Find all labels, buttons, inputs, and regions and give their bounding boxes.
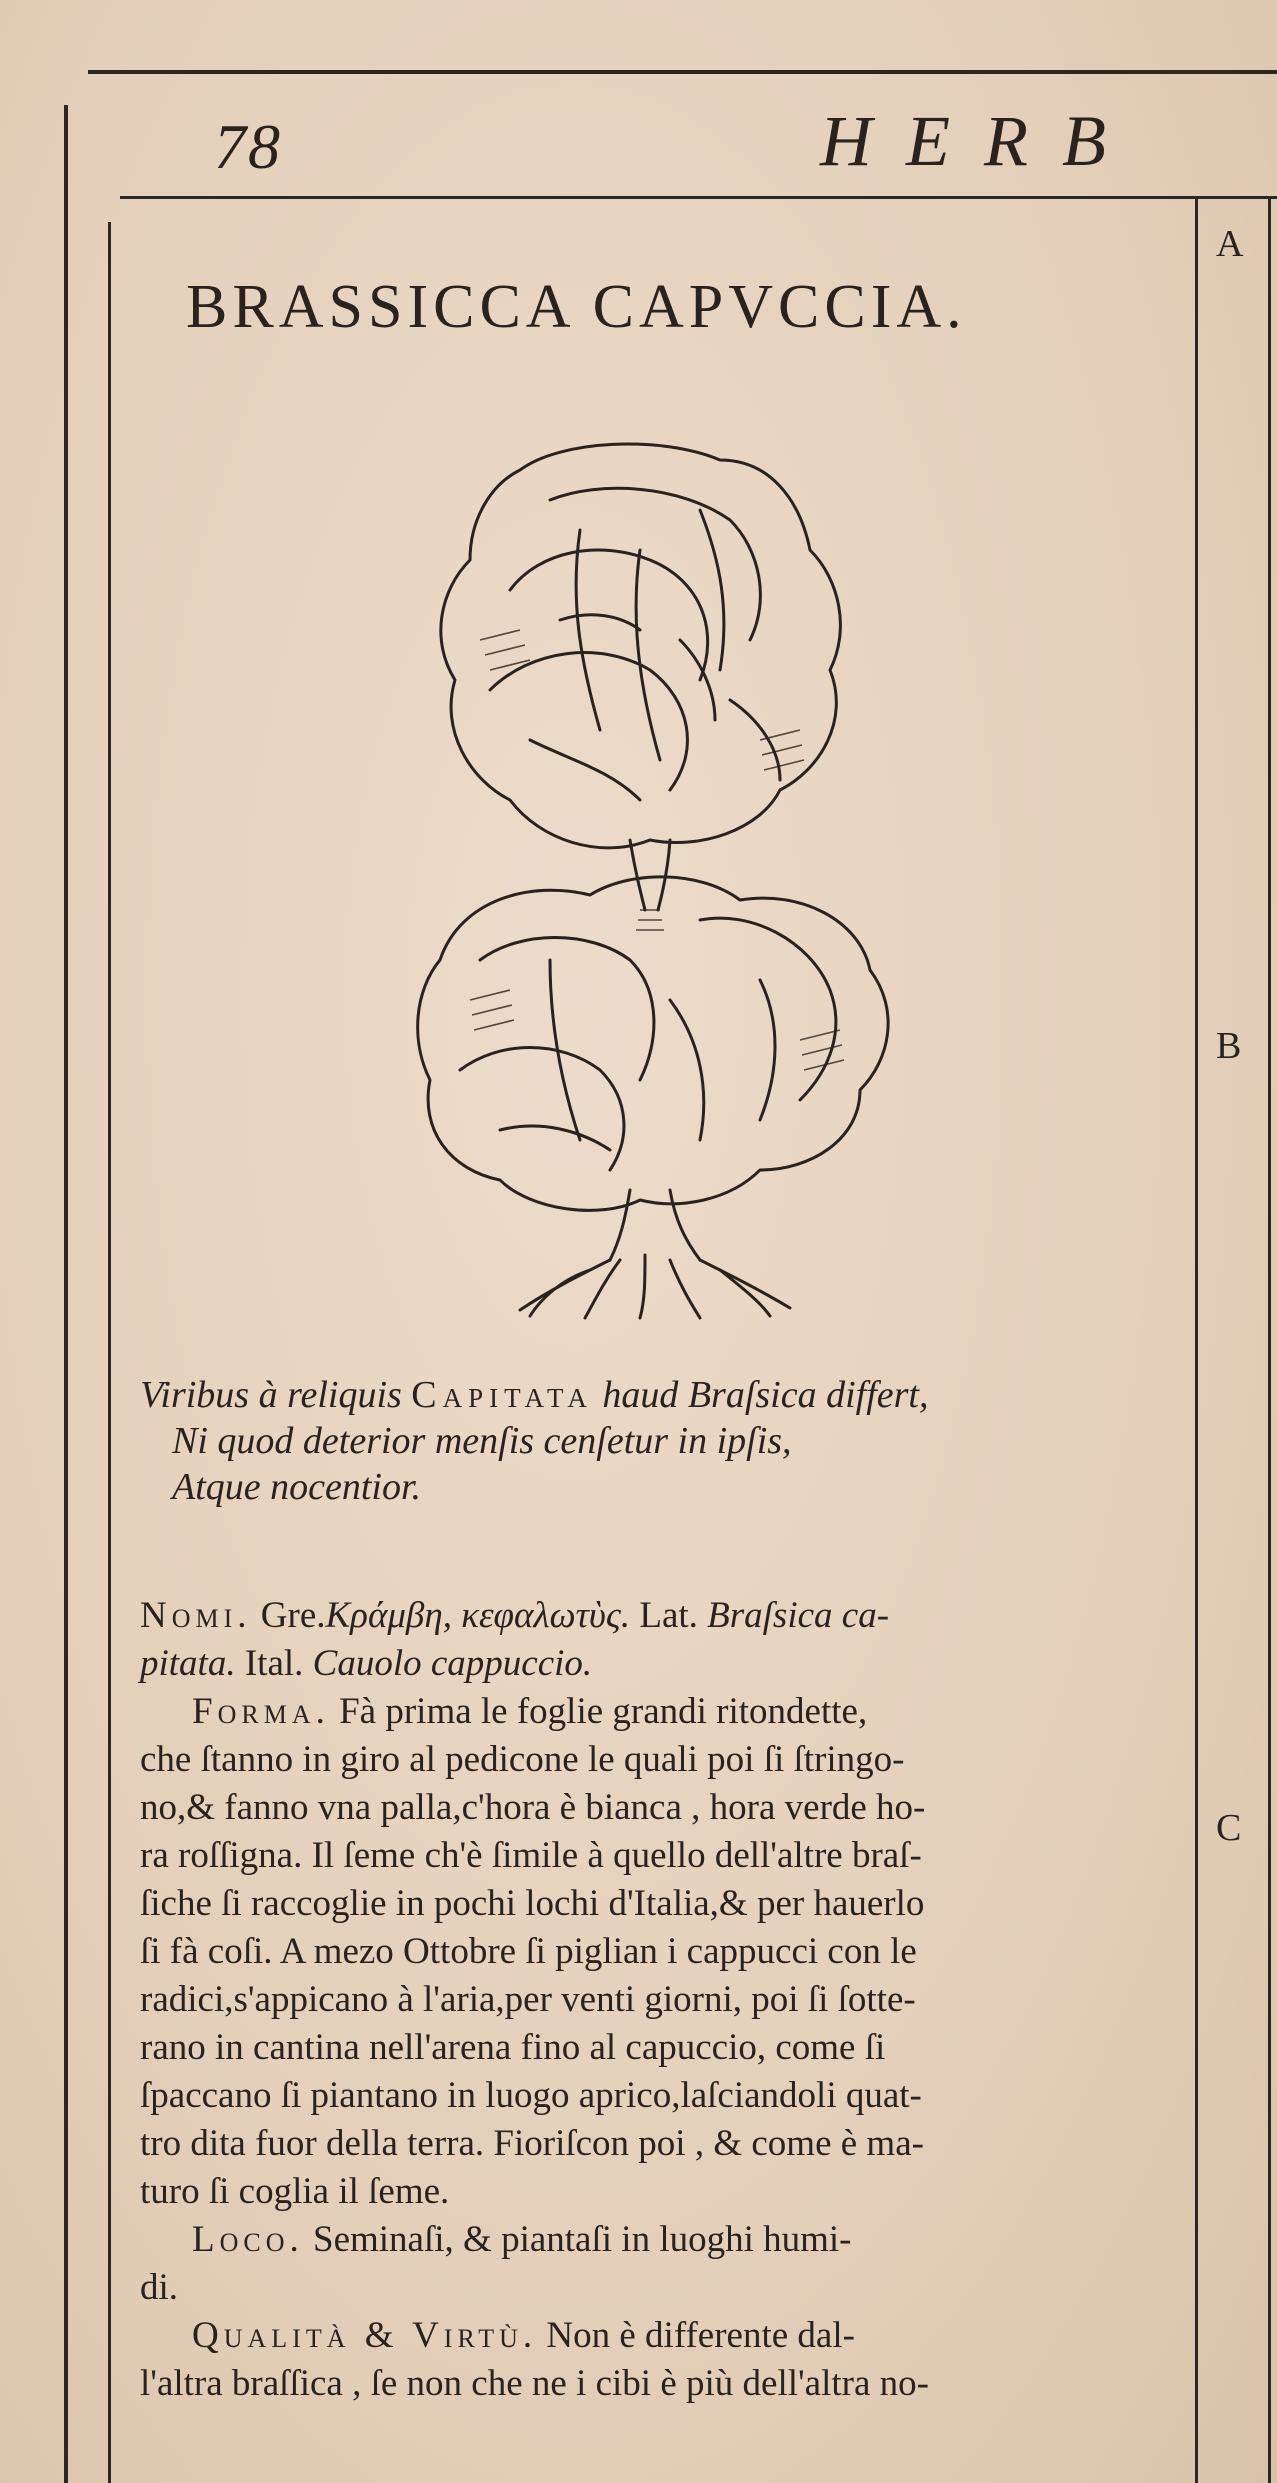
qualita-text-1: Non è differente dal- <box>546 2315 855 2356</box>
qualita-line-1 <box>140 2312 1180 2360</box>
nomi-gre: Gre. <box>260 1595 326 1636</box>
qualita-line-2: l'altra braſſica , ſe non che ne i cibi è più dell'altra no- <box>140 2363 929 2404</box>
running-head: HERB <box>820 101 1140 181</box>
verse-line-1-a: Viribus à reliquis <box>140 1374 402 1416</box>
nomi-italian-name: Cauolo cappuccio. <box>312 1643 593 1684</box>
forma-line-5: ſiche ſi raccoglie in pochi lochi d'Italia,& per hauerlo <box>140 1883 925 1924</box>
margin-letter-b: B <box>1216 1025 1242 1067</box>
verse-line-2: Ni quod deterior menſis cenſetur in ipſis, <box>172 1420 792 1462</box>
verse <box>140 1372 1180 1510</box>
forma-line-4: ra roſſigna. Il ſeme ch'è ſimile à quello dell'altre braſ- <box>140 1835 922 1876</box>
margin-letter-a: A <box>1216 223 1244 265</box>
margin-column-rule <box>1195 196 1198 2483</box>
loco-line-2: di. <box>140 2267 179 2308</box>
forma-line-9: ſpaccano ſi piantano in luogo aprico,laſciandoli quat- <box>140 2075 922 2116</box>
verse-line-3: Atque nocentior. <box>172 1466 422 1508</box>
forma-line-1 <box>140 1688 1180 1736</box>
loco-text-1: Seminaſi, & piantaſi in luoghi humi- <box>313 2219 852 2260</box>
left-inner-border <box>108 222 111 2483</box>
cabbage-woodcut-icon <box>400 440 920 1320</box>
forma-heading: Forma. <box>192 1691 330 1732</box>
header-rule <box>120 196 1277 199</box>
forma-line-8: rano in cantina nell'arena fino al capuccio, come ſi <box>140 2027 886 2068</box>
nomi-ital: Ital. <box>244 1643 304 1684</box>
right-edge-rule <box>1268 196 1271 2483</box>
nomi-greek: Κράμβη, κεφαλωτὺς. <box>325 1595 631 1636</box>
body-text <box>140 1592 1180 2408</box>
page-title: BRASSICCA CAPVCCIA. <box>186 273 967 341</box>
nomi-latin-name: Braſsica ca- <box>707 1595 890 1636</box>
verse-capitata: Capitata <box>411 1374 593 1416</box>
nomi-line-1 <box>140 1592 1180 1640</box>
forma-line-3: no,& fanno vna palla,c'hora è bianca , hora verde ho- <box>140 1787 926 1828</box>
forma-line-2: che ſtanno in giro al pedicone le quali poi ſi ſtringo- <box>140 1739 905 1780</box>
forma-line-10: tro dita fuor della terra. Fioriſcon poi , & come è ma- <box>140 2123 924 2164</box>
page-number: 78 <box>214 111 282 182</box>
top-border-rule <box>88 70 1277 74</box>
nomi-line-2 <box>140 1640 1180 1688</box>
verse-line-1-c: haud Braſsica differt, <box>602 1374 929 1416</box>
left-outer-border <box>64 105 68 2483</box>
loco-heading: Loco. <box>192 2219 304 2260</box>
qualita-heading: Qualità & Virtù. <box>192 2315 538 2356</box>
nomi-heading: Nomi. <box>140 1595 252 1636</box>
nomi-lat: Lat. <box>639 1595 698 1636</box>
verse-line-1 <box>140 1372 1180 1418</box>
forma-line-6: ſi fà coſi. A mezo Ottobre ſi piglian i cappucci con le <box>140 1931 917 1972</box>
loco-line-1 <box>140 2216 1180 2264</box>
forma-line-7: radici,s'appicano à l'aria,per venti giorni, poi ſi ſotte- <box>140 1979 916 2020</box>
forma-line-11: turo ſi coglia il ſeme. <box>140 2171 450 2212</box>
nomi-latin-name-cont: pitata. <box>140 1643 236 1684</box>
forma-text-1: Fà prima le foglie grandi ritondette, <box>339 1691 868 1732</box>
margin-letter-c: C <box>1216 1807 1242 1849</box>
